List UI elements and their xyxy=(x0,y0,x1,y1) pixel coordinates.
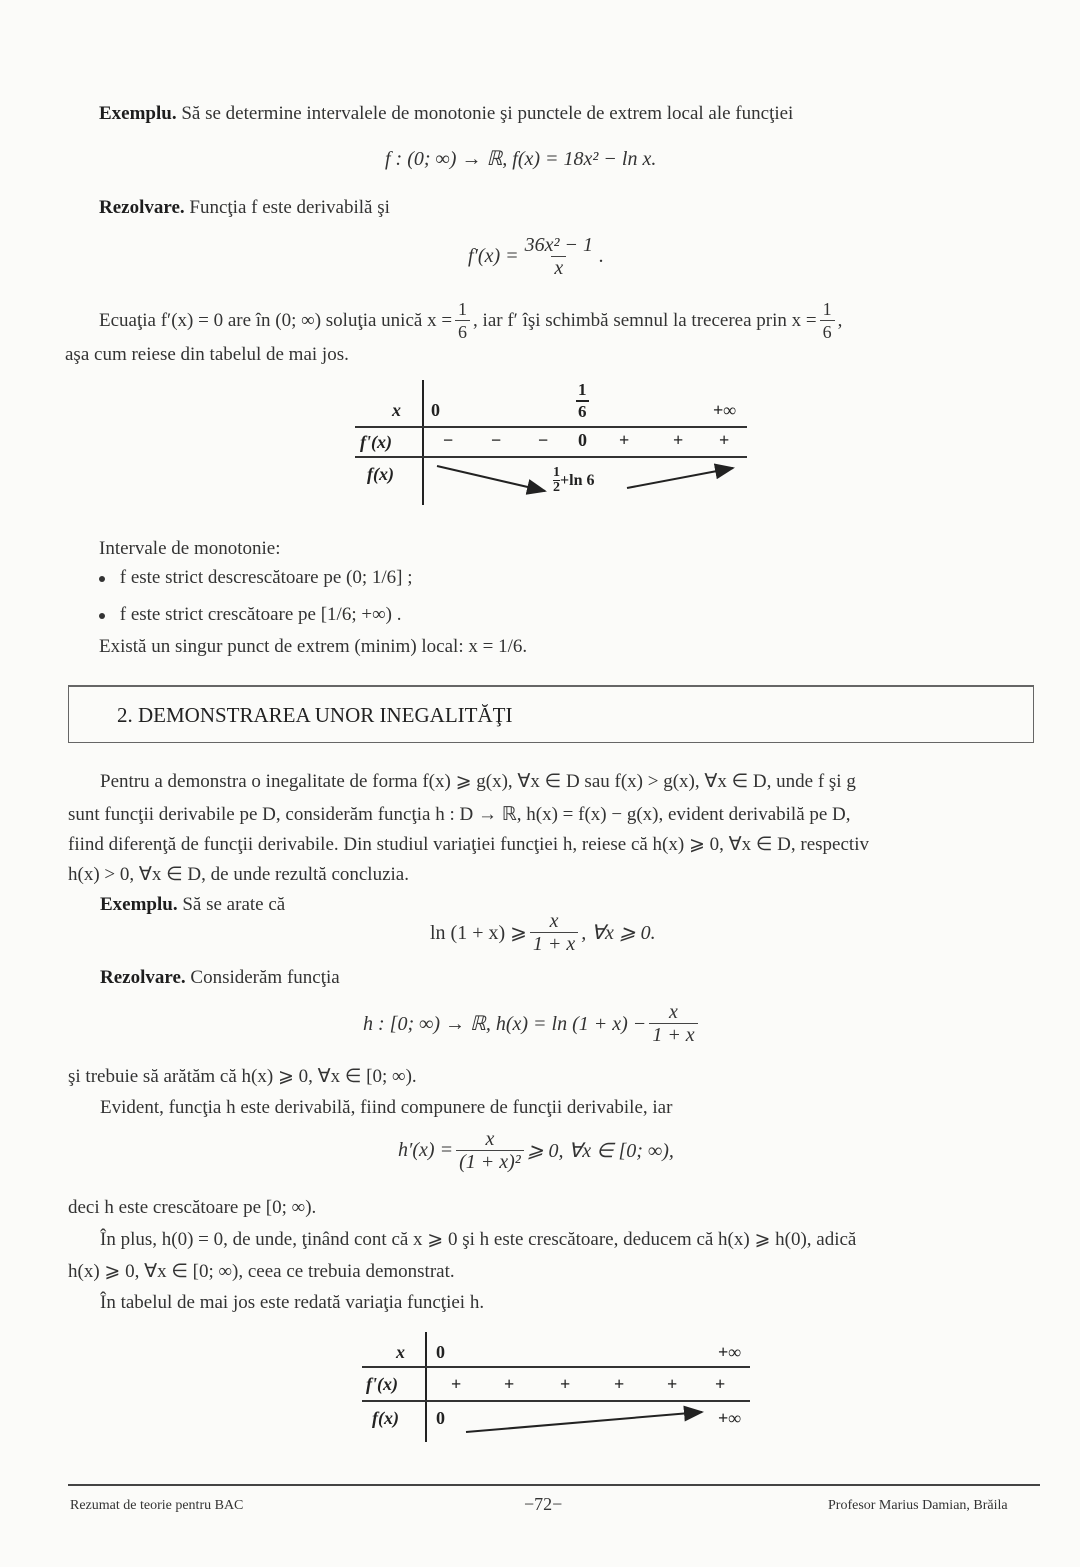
row-label-fprime: f'(x) xyxy=(360,432,392,452)
sign: − xyxy=(491,430,502,450)
example-label: Exemplu. xyxy=(100,894,178,915)
sign: + xyxy=(451,1374,462,1394)
bullet-icon xyxy=(99,576,105,582)
minimum-value xyxy=(553,466,594,495)
frac-num: 1 xyxy=(458,299,468,319)
intro-line-4: h(x) > 0, ∀x ∈ D, de unde rezultă concluzia. xyxy=(68,864,409,885)
frac-num: 1 xyxy=(822,299,832,319)
solution-line xyxy=(99,196,390,220)
row-label-f: f(x) xyxy=(372,1408,399,1428)
function-definition: f : (0; ∞) → ℝ, f(x) = 18x² − ln x. xyxy=(385,148,657,170)
extremum-statement: Există un singur punct de extrem (minim) local: x = 1/6. xyxy=(99,636,528,657)
monotony-item-1 xyxy=(99,566,413,590)
equation-text-2: , iar f′ îşi schimbă semnul la trecerea prin x = xyxy=(473,309,817,331)
sign-zero: 0 xyxy=(578,430,587,450)
hprime-fraction xyxy=(456,1128,524,1173)
h-def-fraction xyxy=(649,1001,697,1046)
equation-line xyxy=(99,298,842,343)
derivative-denominator: x xyxy=(551,256,566,279)
equation-fraction-2 xyxy=(820,298,835,343)
equation-text-1: Ecuaţia f′(x) = 0 are în (0; ∞) soluţia unică x = xyxy=(99,309,453,331)
sign: − xyxy=(538,430,549,450)
monotony-item-2 xyxy=(99,603,401,627)
ineq-lhs: ln (1 + x) ⩾ xyxy=(430,922,527,944)
item-interval: [1/6; +∞) . xyxy=(320,604,402,625)
footer-right: Profesor Marius Damian, Brăila xyxy=(828,1498,1008,1513)
table-horizontal-line xyxy=(355,426,747,428)
h-def-num: x xyxy=(669,1001,678,1023)
need-line: şi trebuie să arătăm că h(x) ⩾ 0, ∀x ∈ [0; ∞). xyxy=(68,1066,417,1087)
intro-line-3: fiind diferenţă de funcţii derivabile. Din studiul variaţiei funcţiei h, reiese că h(x) ⩾ 0, ∀x ∈ D, respectiv xyxy=(68,834,869,855)
table-horizontal-line xyxy=(362,1366,750,1368)
sign: + xyxy=(667,1374,678,1394)
f-end: +∞ xyxy=(718,1408,742,1428)
x-mid-den: 6 xyxy=(578,402,587,421)
equation-line-2: aşa cum reiese din tabelul de mai jos. xyxy=(65,344,349,365)
sign: + xyxy=(614,1374,625,1394)
hprime-lhs: h′(x) = xyxy=(398,1139,454,1161)
min-num: 1 xyxy=(553,465,560,480)
sign: + xyxy=(673,430,684,450)
intro-line-1: Pentru a demonstra o inegalitate de forma f(x) ⩾ g(x), ∀x ∈ D sau f(x) > g(x), ∀x ∈ D, unde f şi g xyxy=(100,771,856,792)
sign: + xyxy=(715,1374,726,1394)
x-critical xyxy=(576,380,589,422)
example-statement: Să se determine intervalele de monotonie şi punctele de extrem local ale funcţiei xyxy=(181,103,794,124)
h-definition xyxy=(363,1001,701,1046)
derivative-numerator: 36x² − 1 xyxy=(524,234,593,256)
sign: + xyxy=(560,1374,571,1394)
table-intro: În tabelul de mai jos este redată variaţia funcţiei h. xyxy=(100,1292,485,1313)
solution-label: Rezolvare. xyxy=(100,967,186,988)
inequality-formula xyxy=(430,910,656,955)
derivative-period: . xyxy=(599,245,604,267)
variation-table-2 xyxy=(362,1332,757,1442)
plus-line-1: În plus, h(0) = 0, de unde, ţinând cont că x ⩾ 0 şi h este crescătoare, deducem că h(x) ⩾ h(0), adică xyxy=(100,1229,857,1250)
min-den: 2 xyxy=(553,480,560,495)
equation-fraction-1 xyxy=(455,298,470,343)
equation-comma: , xyxy=(837,309,843,331)
hprime-formula xyxy=(398,1128,674,1173)
example-statement: Să se arate că xyxy=(182,894,286,915)
item-text: f este strict descrescătoare pe xyxy=(119,567,342,588)
sign: + xyxy=(619,430,630,450)
example1-statement-line xyxy=(99,102,793,126)
deci-line: deci h este crescătoare pe [0; ∞). xyxy=(68,1197,317,1218)
monotony-heading: Intervale de monotonie: xyxy=(99,538,281,559)
section-title: 2. DEMONSTRAREA UNOR INEGALITĂŢI xyxy=(117,703,513,727)
derivative-lhs: f′(x) = xyxy=(468,245,519,267)
ineq-fraction xyxy=(530,910,578,955)
sign: + xyxy=(504,1374,515,1394)
plus-line-2: h(x) ⩾ 0, ∀x ∈ [0; ∞), ceea ce trebuia demonstrat. xyxy=(68,1261,455,1282)
x-start: 0 xyxy=(431,400,440,420)
frac-den: 6 xyxy=(820,320,835,343)
frac-den: 6 xyxy=(455,320,470,343)
bullet-icon xyxy=(99,613,105,619)
item-interval: (0; 1/6] ; xyxy=(346,567,413,588)
sign: + xyxy=(719,430,730,450)
solution-text: Considerăm funcţia xyxy=(190,967,340,988)
ineq-rhs: , ∀x ⩾ 0. xyxy=(581,922,656,944)
row-label-x: x xyxy=(396,1342,405,1362)
example2-statement-line xyxy=(100,893,285,917)
hprime-num: x xyxy=(485,1128,495,1150)
sign: − xyxy=(443,430,454,450)
solution2-line xyxy=(100,966,340,990)
row-label-f: f(x) xyxy=(367,464,394,484)
f-start: 0 xyxy=(436,1408,445,1428)
h-def-den: 1 + x xyxy=(649,1023,697,1046)
min-rest: +ln 6 xyxy=(560,471,595,489)
item-text: f este strict crescătoare pe xyxy=(119,604,316,625)
hprime-rhs: ⩾ 0, ∀x ∈ [0; ∞), xyxy=(526,1140,674,1162)
section-header-box xyxy=(68,685,1034,743)
footer-left: Rezumat de teorie pentru BAC xyxy=(70,1498,244,1513)
increasing-arrow xyxy=(362,1400,757,1442)
derivative-fraction xyxy=(522,234,596,279)
h-def-lhs: h : [0; ∞) → ℝ, h(x) = ln (1 + x) − xyxy=(363,1013,647,1035)
ineq-num: x xyxy=(549,910,559,932)
footer-rule xyxy=(68,1484,1040,1486)
page-number: −72− xyxy=(524,1494,563,1514)
variation-table-1 xyxy=(355,380,750,505)
min-fraction xyxy=(553,466,560,495)
x-mid-num: 1 xyxy=(578,380,587,399)
hprime-den: (1 + x)² xyxy=(456,1150,524,1173)
derivative-formula xyxy=(468,234,604,279)
example-label: Exemplu. xyxy=(99,103,177,124)
ineq-den: 1 + x xyxy=(530,932,578,955)
x-end: +∞ xyxy=(713,400,737,420)
intro-line-2: sunt funcţii derivabile pe D, considerăm funcţia h : D → ℝ, h(x) = f(x) − g(x), evident derivabilă pe D, xyxy=(68,804,851,825)
solution-text: Funcţia f este derivabilă şi xyxy=(189,197,390,218)
row-label-fprime: f'(x) xyxy=(366,1374,398,1394)
x-end: +∞ xyxy=(718,1342,742,1362)
row-label-x: x xyxy=(392,400,401,420)
evident-line: Evident, funcţia h este derivabilă, fiind compunere de funcţii derivabile, iar xyxy=(100,1097,673,1118)
solution-label: Rezolvare. xyxy=(99,197,185,218)
x-start: 0 xyxy=(436,1342,445,1362)
